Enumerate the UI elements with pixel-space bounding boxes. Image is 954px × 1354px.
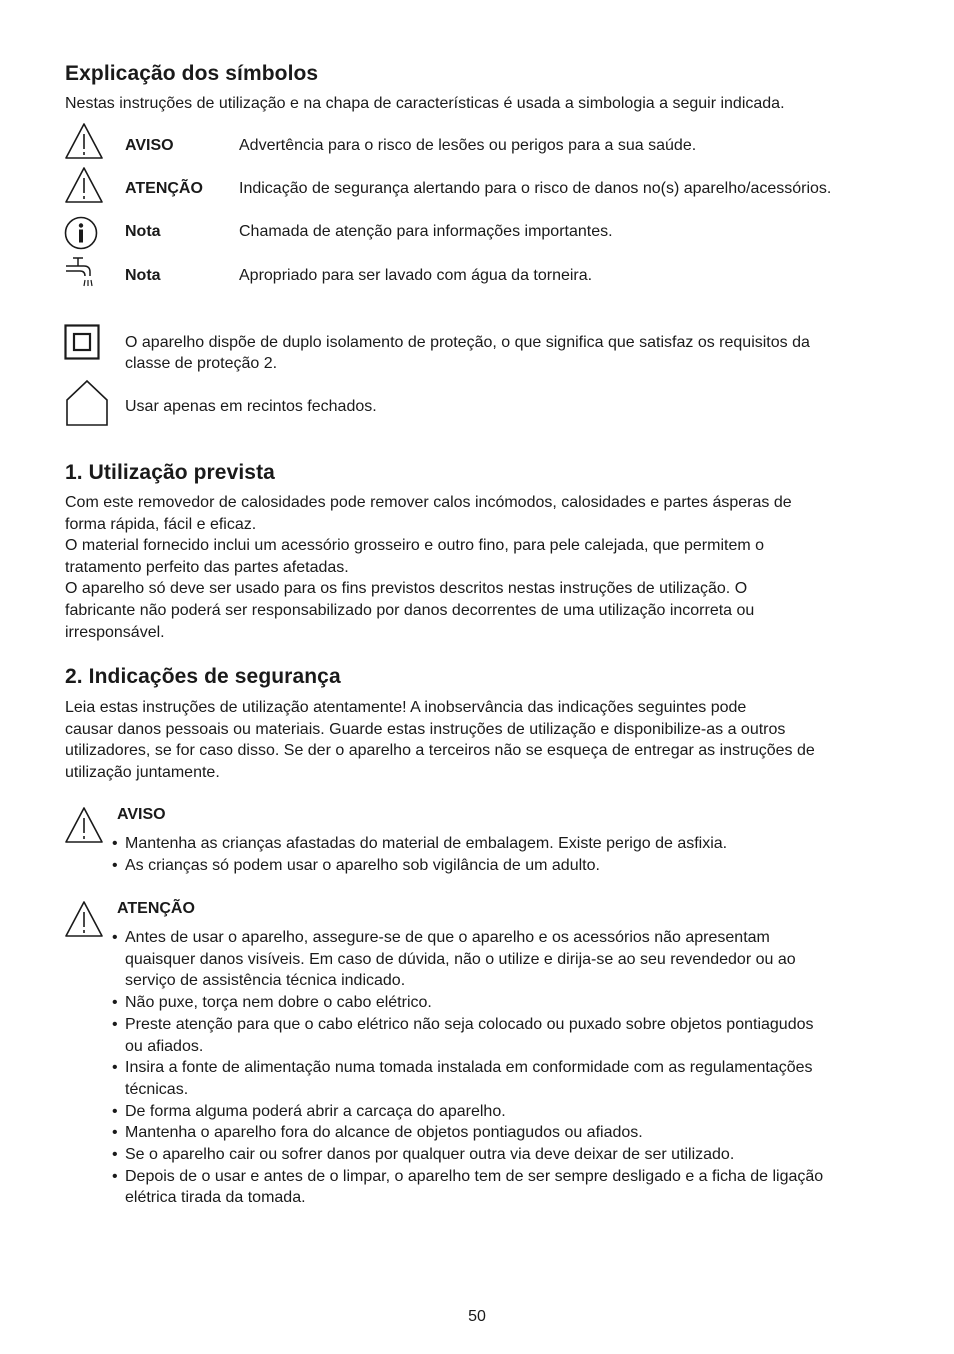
tap-water-icon (64, 256, 100, 290)
list-item-line: ou afiados. (125, 1037, 204, 1055)
list-item (112, 1166, 912, 1209)
section-2-line: Leia estas instruções de utilização atentamente! A inobservância das indicações seguintes pode (65, 699, 747, 716)
section-2-line: utilizadores, se for caso disso. Se der o aparelho a terceiros não se esqueça de entregar as instruções de (65, 742, 815, 760)
indoor-use-text: Usar apenas em recintos fechados. (125, 398, 377, 415)
symbols-intro: Nestas instruções de utilização e na chapa de características é usada a simbologia a seguir indicada. (65, 95, 785, 112)
symbols-heading: Explicação dos símbolos (65, 62, 319, 85)
double-insulation-icon (64, 324, 100, 360)
list-item (112, 927, 912, 992)
symbol-desc-warning: Advertência para o risco de lesões ou perigos para a sua saúde. (239, 137, 697, 154)
caution-list (112, 927, 912, 1209)
list-item (112, 1057, 912, 1100)
list-item-line: Não puxe, torça nem dobre o cabo elétrico. (125, 994, 432, 1012)
warning-triangle-icon (64, 806, 104, 844)
list-item-line: Preste atenção para que o cabo elétrico não seja colocado ou puxado sobre objetos pontiagudos (125, 1015, 814, 1033)
list-item-line: Depois de o usar e antes de o limpar, o aparelho tem de ser sempre desligado e a ficha de ligação (125, 1167, 824, 1185)
section-2-line: utilização juntamente. (65, 763, 220, 781)
section-2-body (65, 697, 815, 783)
list-item: • As crianças só podem usar o aparelho sob vigilância de um adulto. (112, 855, 892, 877)
list-item-line: De forma alguma poderá abrir a carcaça do aparelho. (125, 1102, 506, 1120)
symbol-desc-caution: Indicação de segurança alertando para o risco de danos no(s) aparelho/acessórios. (239, 180, 832, 197)
symbol-label-note-tap: Nota (125, 267, 161, 284)
info-icon (64, 216, 98, 250)
symbol-label-warning: AVISO (125, 137, 174, 154)
section-1-line: tratamento perfeito das partes afetadas. (65, 558, 349, 576)
list-item (112, 1101, 912, 1123)
list-item-line: serviço de assistência técnica indicado. (125, 972, 406, 990)
list-item-line: Antes de usar o aparelho, assegure-se de que o aparelho e os acessórios não apresentam (125, 929, 770, 946)
list-item: • Mantenha as crianças afastadas do material de embalagem. Existe perigo de asfixia. (112, 833, 892, 855)
list-item-line: Insira a fonte de alimentação numa tomada instalada em conformidade com as regulamentações (125, 1059, 813, 1077)
section-1-heading: 1. Utilização prevista (65, 461, 275, 484)
section-1-line: irresponsável. (65, 623, 165, 641)
list-item-line: elétrica tirada da tomada. (125, 1189, 306, 1207)
section-1-line: O material fornecido inclui um acessório grosseiro e outro fino, para pele calejada, que permitem o (65, 537, 765, 555)
house-icon (64, 378, 110, 428)
symbol-desc-note: Chamada de atenção para informações importantes. (239, 223, 613, 240)
warning-list (112, 833, 892, 876)
warning-title: AVISO (117, 806, 166, 823)
section-1-line: forma rápida, fácil e eficaz. (65, 515, 257, 533)
section-2-line: causar danos pessoais ou materiais. Guarde estas instruções de utilização e disponibilize-as a outros (65, 720, 786, 738)
section-1-line: Com este removedor de calosidades pode remover calos incómodos, calosidades e partes ásperas de (65, 494, 792, 511)
symbol-desc-tap: Apropriado para ser lavado com água da torneira. (239, 267, 593, 284)
double-insulation-text-line1: O aparelho dispõe de duplo isolamento de proteção, o que significa que satisfaz os requisitos da (125, 334, 810, 351)
section-1-line: O aparelho só deve ser usado para os fins previstos descritos nestas instruções de utilização. O (65, 580, 748, 598)
list-item (112, 1144, 912, 1166)
section-1-line: fabricante não poderá ser responsabilizado por danos decorrentes de uma utilização incorreta ou (65, 601, 755, 619)
double-insulation-text-line2: classe de proteção 2. (125, 355, 278, 372)
section-2-heading: 2. Indicações de segurança (65, 665, 341, 688)
list-item (112, 1122, 912, 1144)
warning-triangle-icon (64, 122, 104, 160)
list-item (112, 992, 912, 1014)
caution-title: ATENÇÃO (117, 900, 195, 917)
symbol-label-note: Nota (125, 223, 161, 240)
list-item-line: técnicas. (125, 1080, 189, 1098)
page-number: 50 (468, 1308, 486, 1325)
list-item-line: Se o aparelho cair ou sofrer danos por qualquer outra via deve deixar de ser utilizado. (125, 1146, 735, 1164)
warning-triangle-icon (64, 900, 104, 938)
list-item (112, 1014, 912, 1057)
section-1-body (65, 492, 792, 643)
warning-triangle-icon (64, 166, 104, 204)
list-item-line: Mantenha o aparelho fora do alcance de objetos pontiagudos ou afiados. (125, 1124, 643, 1142)
symbol-label-caution: ATENÇÃO (125, 180, 203, 197)
list-item-line: quaisquer danos visíveis. Em caso de dúvida, não o utilize e dirija-se ao seu revendedor ou ao (125, 950, 796, 968)
